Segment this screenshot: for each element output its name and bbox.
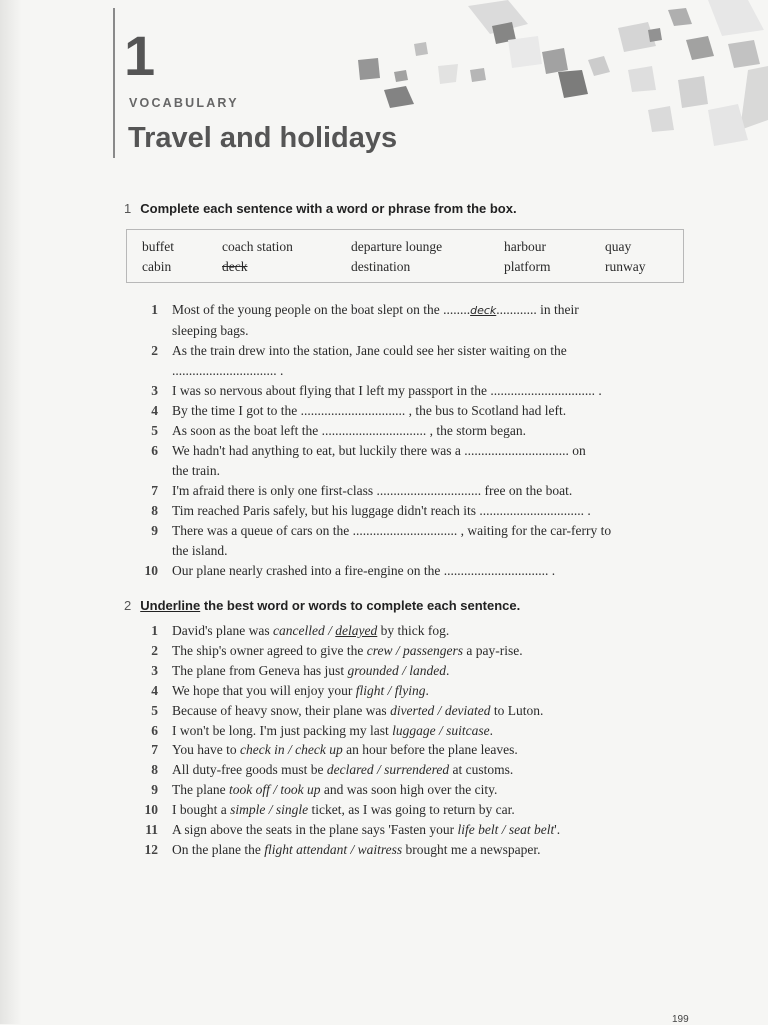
list-item: 5 As soon as the boat left the ............................... , the storm began. <box>151 423 526 438</box>
list-item: 3 I was so nervous about flying that I left my passport in the ............................... . <box>151 383 602 398</box>
page-number: 199 <box>672 1014 689 1025</box>
unit-number: 1 <box>124 24 156 87</box>
box-word: destination <box>351 259 411 274</box>
exercise-2-heading <box>124 598 520 613</box>
exercise-instruction: the best word or words to complete each sentence. <box>200 598 521 613</box>
option[interactable]: took off <box>228 782 270 798</box>
exercise-1-heading <box>124 201 517 216</box>
exercise-2-list <box>144 621 560 860</box>
list-item: 12 On the plane the flight attendant / waitress brought me a newspaper. <box>144 841 541 857</box>
list-item: 9 The plane took off / took up and was soon high over the city. <box>151 782 498 798</box>
exercise-number: 2 <box>124 598 132 613</box>
option[interactable]: flight attendant <box>264 841 348 857</box>
page-edge <box>0 0 22 1024</box>
option-underlined[interactable]: delayed <box>335 623 378 638</box>
option[interactable]: simple <box>230 802 266 818</box>
option[interactable]: check up <box>295 742 343 758</box>
option[interactable]: seat belt <box>508 822 555 838</box>
option[interactable]: diverted <box>390 702 435 718</box>
list-item: 11 A sign above the seats in the plane says 'Fasten your life belt / seat belt'. <box>145 822 561 838</box>
option[interactable]: check in <box>240 742 285 758</box>
option[interactable]: waitress <box>357 841 403 857</box>
list-item: the island. <box>172 543 228 558</box>
box-word: departure lounge <box>351 239 443 254</box>
option[interactable]: grounded <box>347 662 399 678</box>
box-word: harbour <box>504 239 546 254</box>
list-item: 8 Tim reached Paris safely, but his luggage didn't reach its ............................... . <box>151 503 591 518</box>
handwritten-answer: deck <box>470 304 497 317</box>
list-item: 6 I won't be long. I'm just packing my last luggage / suitcase. <box>151 722 493 738</box>
option[interactable]: single <box>275 802 309 818</box>
list-item: 1 David's plane was cancelled / delayed by thick fog. <box>151 623 450 638</box>
option[interactable]: flight <box>355 682 385 698</box>
list-item: 5 Because of heavy snow, their plane was diverted / deviated to Luton. <box>151 702 544 718</box>
unit-title: Travel and holidays <box>128 122 398 154</box>
box-word: platform <box>504 259 551 274</box>
list-item: sleeping bags. <box>172 323 249 338</box>
option[interactable]: landed <box>409 662 446 678</box>
option[interactable]: declared <box>326 762 374 778</box>
exercise-instruction-underlined: Underline <box>140 598 201 613</box>
box-word: buffet <box>142 239 174 254</box>
word-box <box>126 229 684 283</box>
list-item: 6 We hadn't had anything to eat, but luckily there was a ............................... on <box>151 443 586 458</box>
option[interactable]: luggage <box>392 722 436 738</box>
unit-label: VOCABULARY <box>129 96 239 110</box>
list-item: 2 The ship's owner agreed to give the crew / passengers a pay-rise. <box>151 642 523 658</box>
box-word-crossed: deck <box>222 259 248 274</box>
list-item: 7 You have to check in / check up an hour before the plane leaves. <box>151 742 518 758</box>
exercise-instruction: Complete each sentence with a word or phrase from the box. <box>140 201 517 216</box>
list-item: 10 Our plane nearly crashed into a fire-engine on the ............................... . <box>144 563 556 578</box>
list-item: the train. <box>172 463 220 478</box>
option[interactable]: surrendered <box>384 762 450 778</box>
exercise-1-list <box>144 300 611 581</box>
option[interactable]: life belt <box>457 822 499 838</box>
list-item: 10 I bought a simple / single ticket, as I was going to return by car. <box>144 802 515 818</box>
list-item: 2 As the train drew into the station, Jane could see her sister waiting on the <box>151 343 567 358</box>
exercise-number: 1 <box>124 201 132 216</box>
list-item: ............................... . <box>172 363 284 378</box>
option[interactable]: suitcase <box>446 722 490 738</box>
option[interactable]: crew <box>366 642 393 658</box>
list-item: 1 Most of the young people on the boat slept on the ........deck............ in their <box>151 302 579 317</box>
list-item: 9 There was a queue of cars on the ............................... , waiting for the car-ferry to <box>151 523 612 538</box>
unit-rule <box>113 8 115 158</box>
list-item: 4 By the time I got to the ............................... , the bus to Scotland had left. <box>151 403 567 418</box>
option[interactable]: cancelled <box>273 623 325 638</box>
option[interactable]: flying <box>394 682 426 698</box>
box-word: coach station <box>222 239 293 254</box>
list-item: 7 I'm afraid there is only one first-class ............................... free on the boat. <box>151 483 573 498</box>
list-item: 3 The plane from Geneva has just grounded / landed. <box>151 662 450 678</box>
list-item: 8 All duty-free goods must be declared / surrendered at customs. <box>151 762 514 778</box>
option[interactable]: deviated <box>444 702 491 718</box>
option[interactable]: took up <box>280 782 321 798</box>
box-word: quay <box>605 239 632 254</box>
list-item: 4 We hope that you will enjoy your flight / flying. <box>151 682 429 698</box>
option[interactable]: passengers <box>403 642 464 658</box>
box-word: cabin <box>142 259 172 274</box>
box-word: runway <box>605 259 646 274</box>
